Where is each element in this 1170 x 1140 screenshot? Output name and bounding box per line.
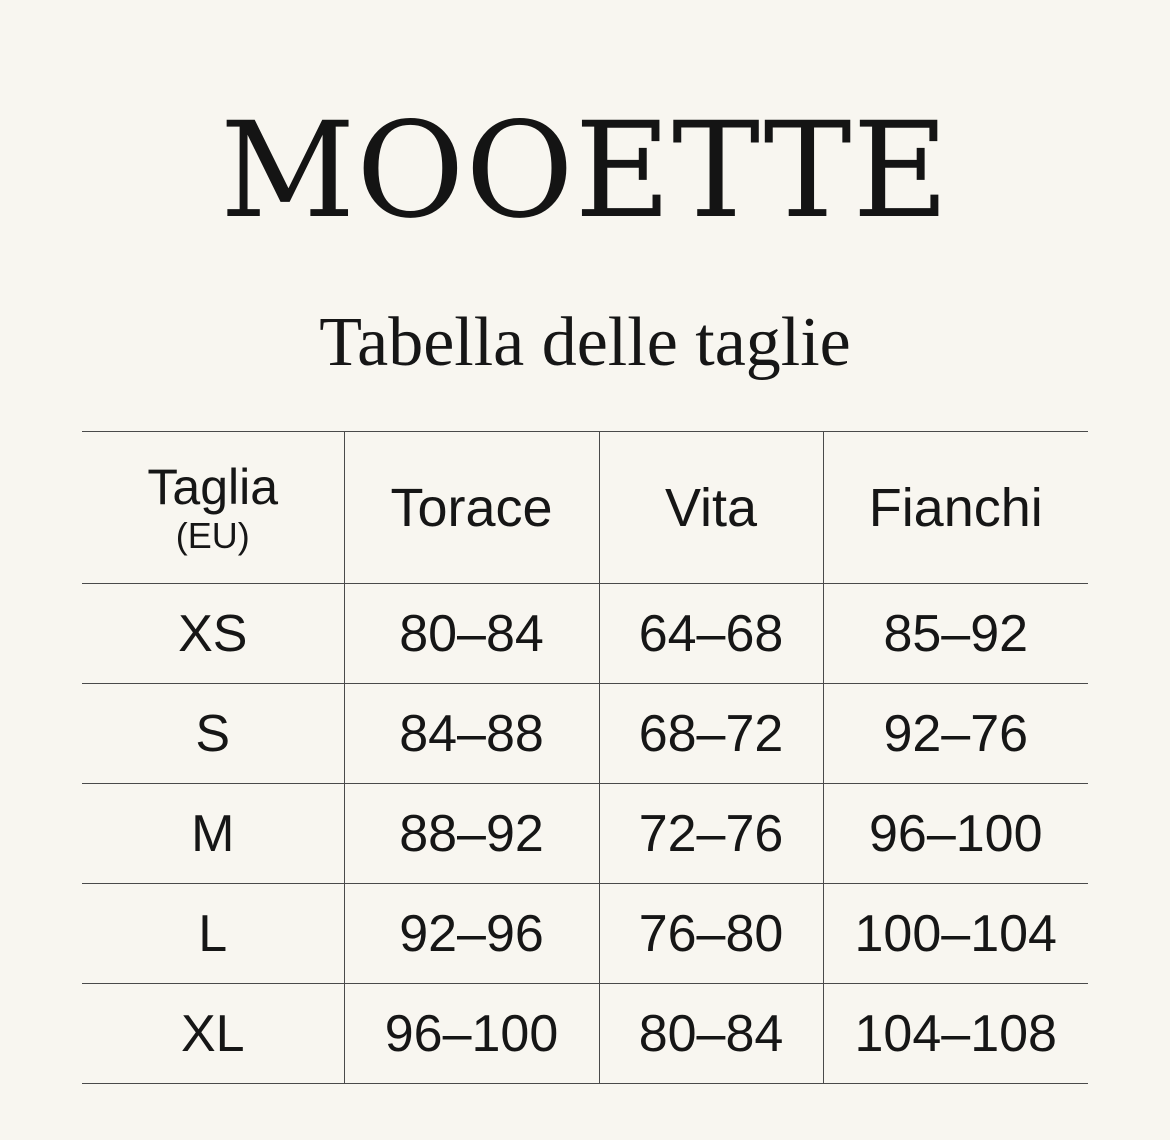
cell-chest: 84–88 — [344, 684, 599, 784]
cell-hips: 96–100 — [823, 784, 1088, 884]
header-hips: Fianchi — [823, 432, 1088, 584]
cell-chest: 96–100 — [344, 984, 599, 1084]
table-row — [82, 684, 1088, 784]
cell-chest: 92–96 — [344, 884, 599, 984]
cell-size: XL — [82, 984, 344, 1084]
header-size-label: Taglia — [147, 458, 279, 515]
cell-size: M — [82, 784, 344, 884]
cell-size: XS — [82, 584, 344, 684]
cell-waist: 68–72 — [599, 684, 823, 784]
cell-chest: 80–84 — [344, 584, 599, 684]
cell-hips: 104–108 — [823, 984, 1088, 1084]
table-header-row — [82, 432, 1088, 584]
cell-waist: 64–68 — [599, 584, 823, 684]
cell-hips: 92–76 — [823, 684, 1088, 784]
page-title: Tabella delle taglie — [319, 304, 851, 381]
header-size — [82, 432, 344, 584]
cell-hips: 100–104 — [823, 884, 1088, 984]
table-row — [82, 984, 1088, 1084]
header-waist: Vita — [599, 432, 823, 584]
cell-waist: 72–76 — [599, 784, 823, 884]
header-chest: Torace — [344, 432, 599, 584]
brand-logo: MOOETTE — [220, 94, 950, 248]
cell-size: S — [82, 684, 344, 784]
table-row — [82, 784, 1088, 884]
cell-hips: 85–92 — [823, 584, 1088, 684]
cell-waist: 76–80 — [599, 884, 823, 984]
cell-waist: 80–84 — [599, 984, 823, 1084]
size-chart-table — [82, 431, 1088, 1084]
header-size-region: (EU) — [175, 514, 250, 556]
table-row — [82, 584, 1088, 684]
cell-size: L — [82, 884, 344, 984]
cell-chest: 88–92 — [344, 784, 599, 884]
table-row — [82, 884, 1088, 984]
